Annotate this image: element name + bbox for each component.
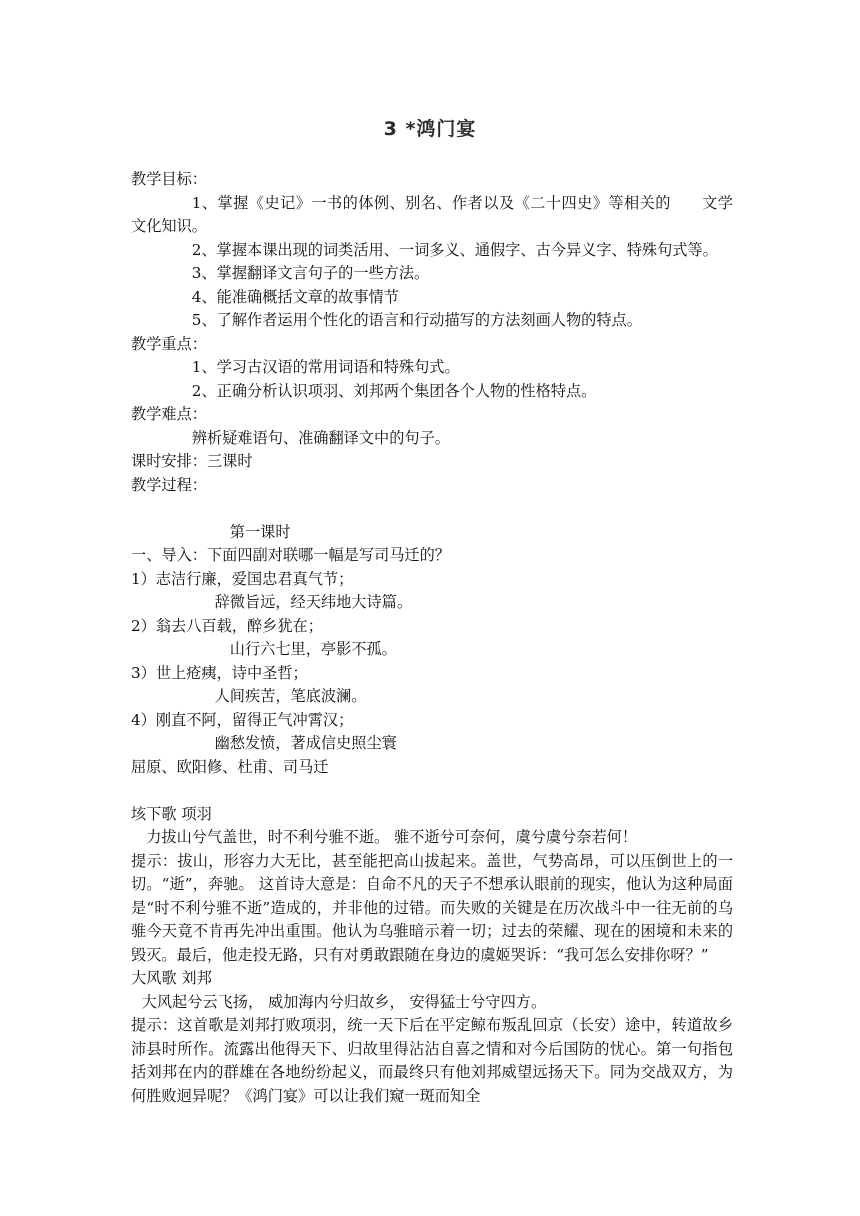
couplet-1-lower: 辞微旨远，经天纬地大诗篇。 (214, 593, 413, 611)
poem-note-dafeng: 提示：这首歌是刘邦打败项羽，统一天下后在平定鲸布叛乱回京（长安）途中，转道故乡沛县时所作。流露出他得天下、归故里得沾沾自喜之情和对今后国防的忧心。第一句指包括刘邦在内的群雄在各地纷纷起义，而最终只有他刘邦威望远扬天下。同为交战双方，为何胜败迥异呢？《鸿门宴》可以让我们窥一斑而知全 (131, 1016, 733, 1105)
objective-item-5: 5、了解作者运用个性化的语言和行动描写的方法刻画人物的特点。 (191, 311, 642, 329)
objective-item-1: 1、掌握《史记》一书的体例、别名、作者以及《二十四史》等相关的 文学文化知识。 (131, 193, 733, 235)
section-heading-key-points: 教学重点： (131, 334, 207, 353)
couplet-3-upper: 3）世上疮痍，诗中圣哲； (131, 663, 308, 682)
objective-item-4: 4、能准确概括文章的故事情节 (191, 287, 399, 306)
schedule-line: 课时安排：三课时 (131, 452, 253, 470)
poem-title-dafeng: 大风歌 刘邦 (131, 969, 212, 987)
section-heading-objectives: 教学目标： (131, 170, 207, 188)
key-point-1: 1、学习古汉语的常用词语和特殊句式。 (191, 358, 460, 376)
couplet-1-upper: 1）志洁行廉，爱国忠君真气节； (131, 569, 354, 588)
couplet-4-lower: 幽愁发愤，著成信史照尘寰 (214, 734, 397, 752)
objective-item-3: 3、掌握翻译文言句子的一些方法。 (191, 264, 430, 282)
couplet-2-lower: 山行六七里，亭影不孤。 (229, 640, 397, 658)
section-heading-difficulties: 教学难点： (131, 405, 207, 423)
lesson-heading: 第一课时 (229, 522, 291, 541)
intro-question: 一、导入：下面四副对联哪一幅是写司马迁的？ (131, 546, 450, 564)
blank-line (131, 497, 733, 521)
couplet-answers: 屈原、欧阳修、杜甫、司马迁 (131, 757, 329, 776)
difficulty-item: 辨析疑难语句、准确翻译文中的句子。 (191, 428, 450, 447)
blank-line (131, 779, 733, 803)
poem-title-gaixia: 垓下歌 项羽 (131, 804, 212, 823)
objective-item-2: 2、掌握本课出现的词类活用、一词多义、通假字、古今异义字、特殊句式等。 (191, 240, 718, 259)
section-heading-process: 教学过程： (131, 475, 207, 494)
document-body (131, 168, 733, 1108)
key-point-2: 2、正确分析认识项羽、刘邦两个集团各个人物的性格特点。 (191, 381, 597, 400)
poem-text-gaixia: 力拔山兮气盖世，时不利兮骓不逝。 骓不逝兮可奈何，虞兮虞兮奈若何！ (146, 828, 638, 846)
couplet-3-lower: 人间疾苦，笔底波澜。 (214, 687, 367, 705)
couplet-4-upper: 4）刚直不阿，留得正气冲霄汉； (131, 710, 354, 729)
page-title: 3 *鸿门宴 (383, 118, 477, 140)
couplet-2-upper: 2）翁去八百载，醉乡犹在； (131, 616, 323, 635)
poem-note-gaixia: 提示：拔山，形容力大无比，甚至能把高山拔起来。盖世，气势高昂，可以压倒世上的一切。“逝”，奔驰。 这首诗大意是：自命不凡的天子不想承认眼前的现实，他认为这种局面是“时不利兮骓不逝”造成的，并非他的过错。而失败的关键是在历次战斗中一往无前的乌骓今天竟不肯再先冲出重围。他认为乌骓暗示着一切；过去的荣耀、现在的困境和未来的毁灭。最后，他走投无路，只有对勇敢跟随在身边的虞姬哭诉：“我可怎么安排你呀？” (131, 851, 733, 964)
poem-text-dafeng: 大风起兮云飞扬， 威加海内兮归故乡， 安得猛士兮守四方。 (141, 992, 547, 1011)
